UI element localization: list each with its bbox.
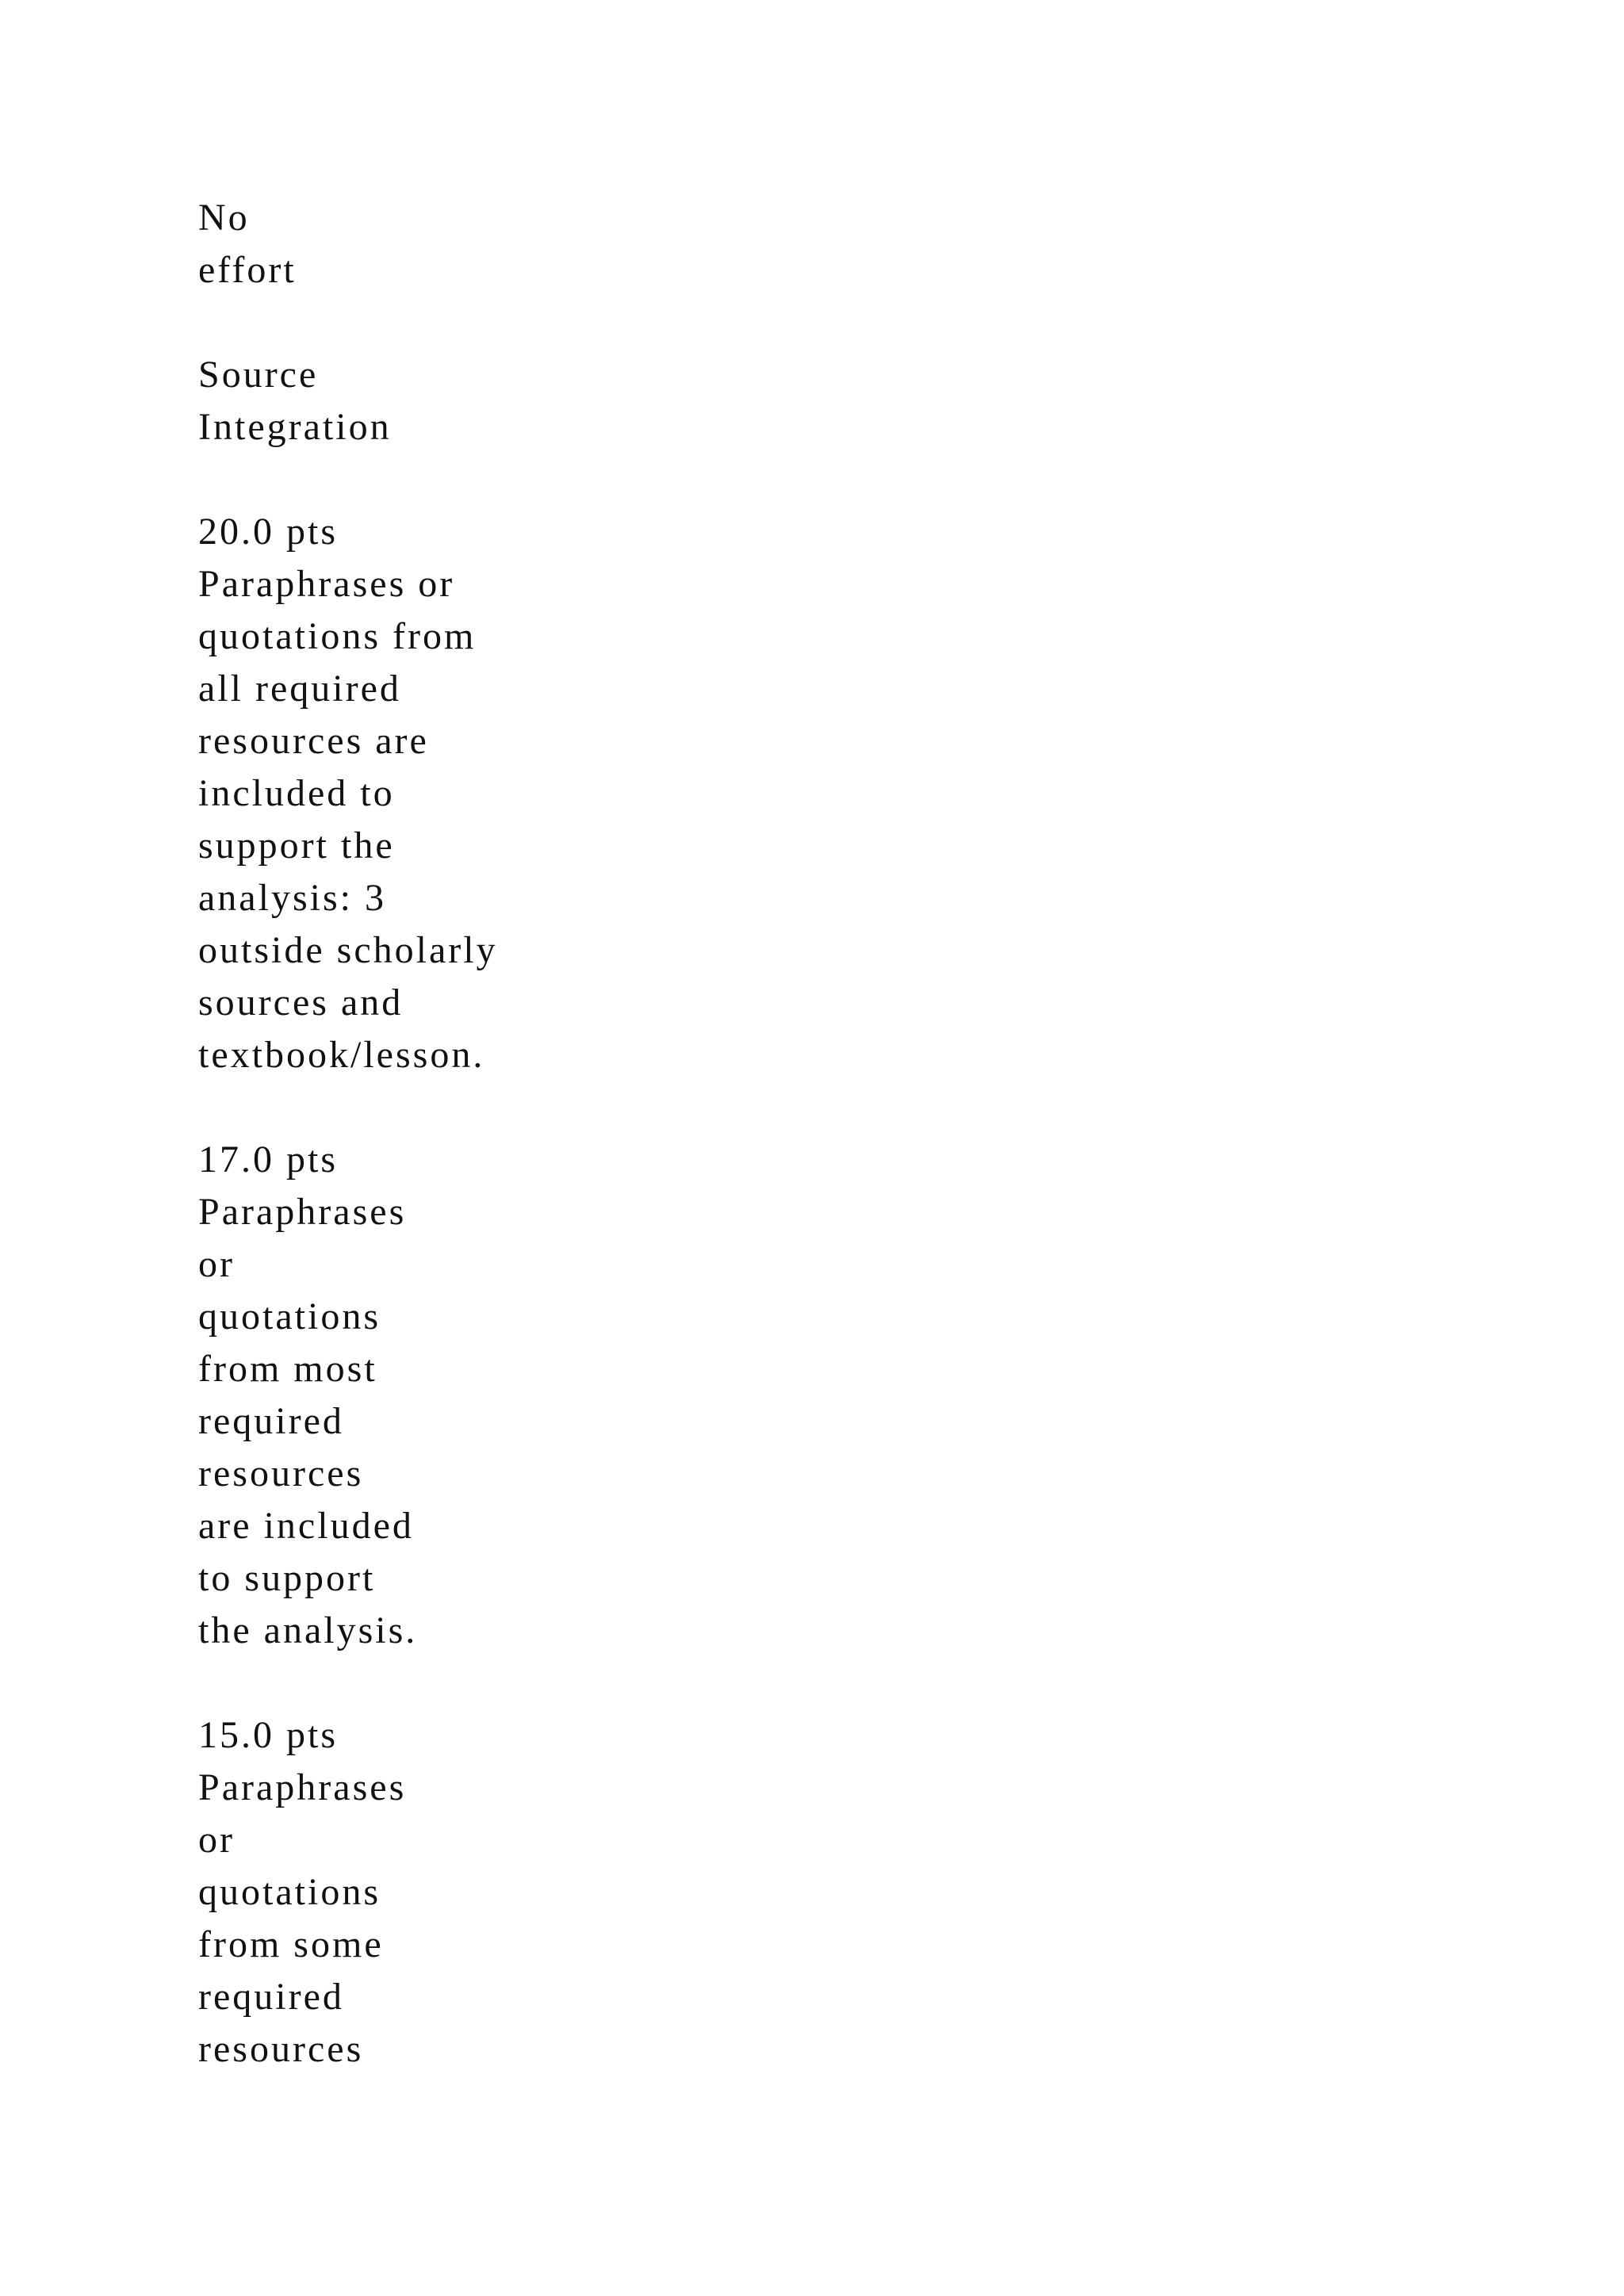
text-line: or — [198, 1819, 235, 1861]
text-line: or — [198, 1243, 235, 1285]
block-20-pts — [198, 506, 912, 1081]
text-line: are included — [198, 1505, 414, 1547]
text-line: from most — [198, 1348, 377, 1390]
text-line: support the — [198, 825, 395, 867]
text-line: textbook/lesson. — [198, 1034, 485, 1076]
text-line: quotations — [198, 1295, 381, 1337]
text-line: quotations — [198, 1871, 381, 1913]
text-line: 17.0 pts — [198, 1138, 339, 1181]
text-line: Integration — [198, 406, 392, 448]
text-line: 15.0 pts — [198, 1714, 339, 1756]
text-line: analysis: 3 — [198, 877, 386, 919]
text-line: all required — [198, 668, 401, 710]
text-line: resources — [198, 1452, 364, 1494]
text-column — [198, 192, 912, 2128]
text-line: 20.0 pts — [198, 511, 339, 553]
text-line: Paraphrases — [198, 1766, 407, 1808]
text-line: Paraphrases or — [198, 563, 455, 605]
text-line: sources and — [198, 982, 404, 1024]
text-line: No — [198, 197, 250, 239]
text-line: required — [198, 1400, 344, 1442]
block-criterion-title — [198, 349, 912, 453]
text-line: to support — [198, 1557, 376, 1599]
block-no-effort — [198, 192, 912, 297]
text-line: the analysis. — [198, 1609, 418, 1651]
block-15-pts — [198, 1709, 912, 2076]
block-17-pts — [198, 1134, 912, 1657]
text-line: resources are — [198, 720, 429, 762]
text-line: quotations from — [198, 615, 477, 657]
text-line: effort — [198, 249, 297, 291]
text-line: from some — [198, 1923, 384, 1965]
text-line: outside scholarly — [198, 929, 498, 971]
text-line: Paraphrases — [198, 1191, 407, 1233]
text-line: resources — [198, 2028, 364, 2070]
text-line: included to — [198, 772, 395, 814]
text-line: Source — [198, 354, 319, 396]
text-line: required — [198, 1976, 344, 2018]
